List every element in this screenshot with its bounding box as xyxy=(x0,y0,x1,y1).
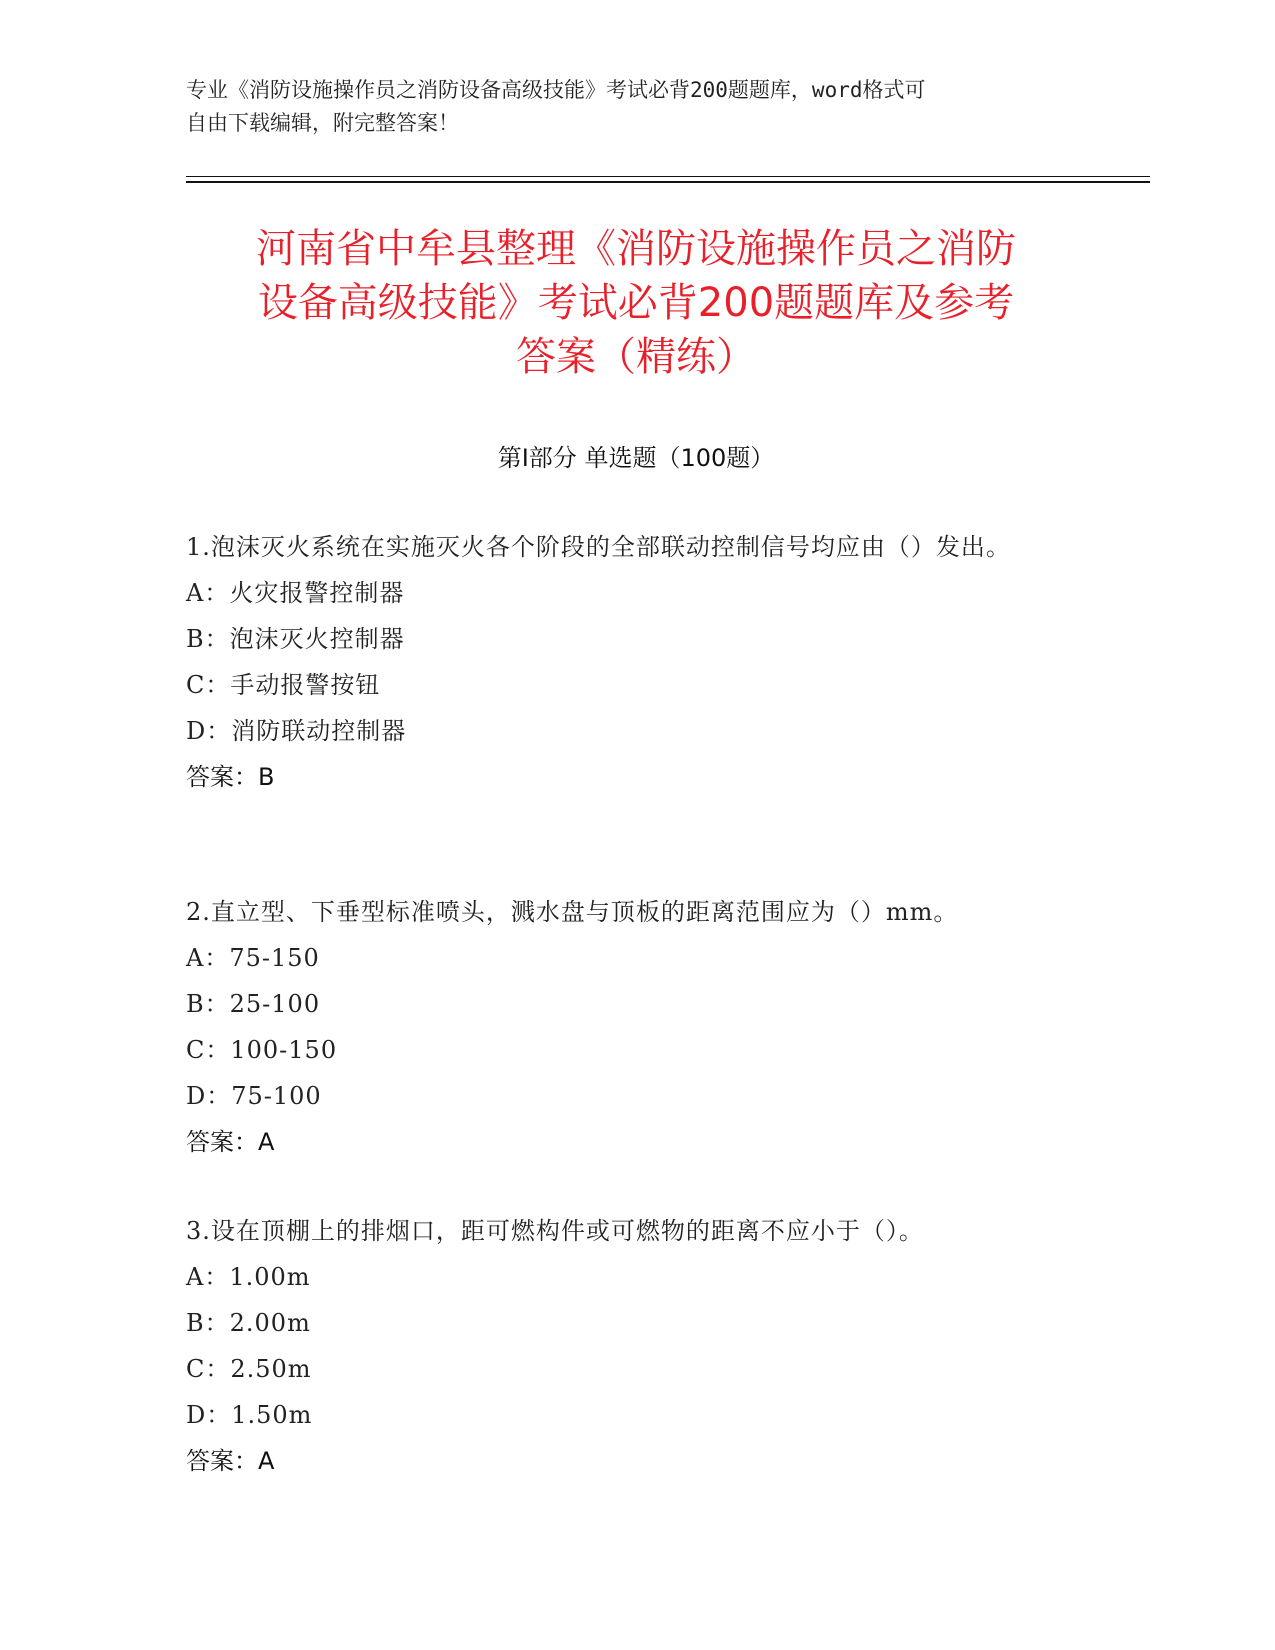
question-3 xyxy=(186,1209,1066,1484)
answer: 答案：B xyxy=(186,763,275,791)
option-c: C：2.50m xyxy=(186,1355,312,1383)
question-stem: 3.设在顶棚上的排烟口，距可燃构件或可燃物的距离不应小于（）。 xyxy=(186,1217,924,1245)
option-b: B：25-100 xyxy=(186,990,321,1018)
section-title: 第I部分 单选题（100题） xyxy=(497,444,775,472)
option-d: D：消防联动控制器 xyxy=(186,717,407,745)
document-title-line-3: 答案（精练） xyxy=(516,334,756,380)
option-d: D：75-100 xyxy=(186,1082,322,1110)
option-a: A：火灾报警控制器 xyxy=(186,579,405,607)
question-stem: 1.泡沫灭火系统在实施灭火各个阶段的全部联动控制信号均应由（）发出。 xyxy=(186,533,1011,561)
answer: 答案：A xyxy=(186,1128,275,1156)
option-b: B：2.00m xyxy=(186,1309,311,1337)
document-title-line-2: 设备高级技能》考试必背200题题库及参考 xyxy=(257,280,1015,326)
header-note-line-1: 专业《消防设施操作员之消防设备高级技能》考试必背200题题库，word格式可 xyxy=(186,78,926,102)
header-divider-thin xyxy=(186,176,1150,177)
option-a: A：1.00m xyxy=(186,1263,311,1291)
header-divider-thick xyxy=(186,181,1150,183)
header-note-line-2: 自由下载编辑，附完整答案！ xyxy=(186,111,459,135)
header-note xyxy=(186,74,1066,140)
option-b: B：泡沫灭火控制器 xyxy=(186,625,405,653)
option-d: D：1.50m xyxy=(186,1401,313,1429)
answer: 答案：A xyxy=(186,1447,275,1475)
document-title-line-1: 河南省中牟县整理《消防设施操作员之消防 xyxy=(256,226,1016,272)
question-stem: 2.直立型、下垂型标准喷头，溅水盘与顶板的距离范围应为（）mm。 xyxy=(186,898,959,926)
option-a: A：75-150 xyxy=(186,944,320,972)
question-2 xyxy=(186,890,1066,1165)
question-1 xyxy=(186,525,1066,800)
document-title xyxy=(186,222,1086,384)
option-c: C：手动报警按钮 xyxy=(186,671,381,699)
option-c: C：100-150 xyxy=(186,1036,338,1064)
